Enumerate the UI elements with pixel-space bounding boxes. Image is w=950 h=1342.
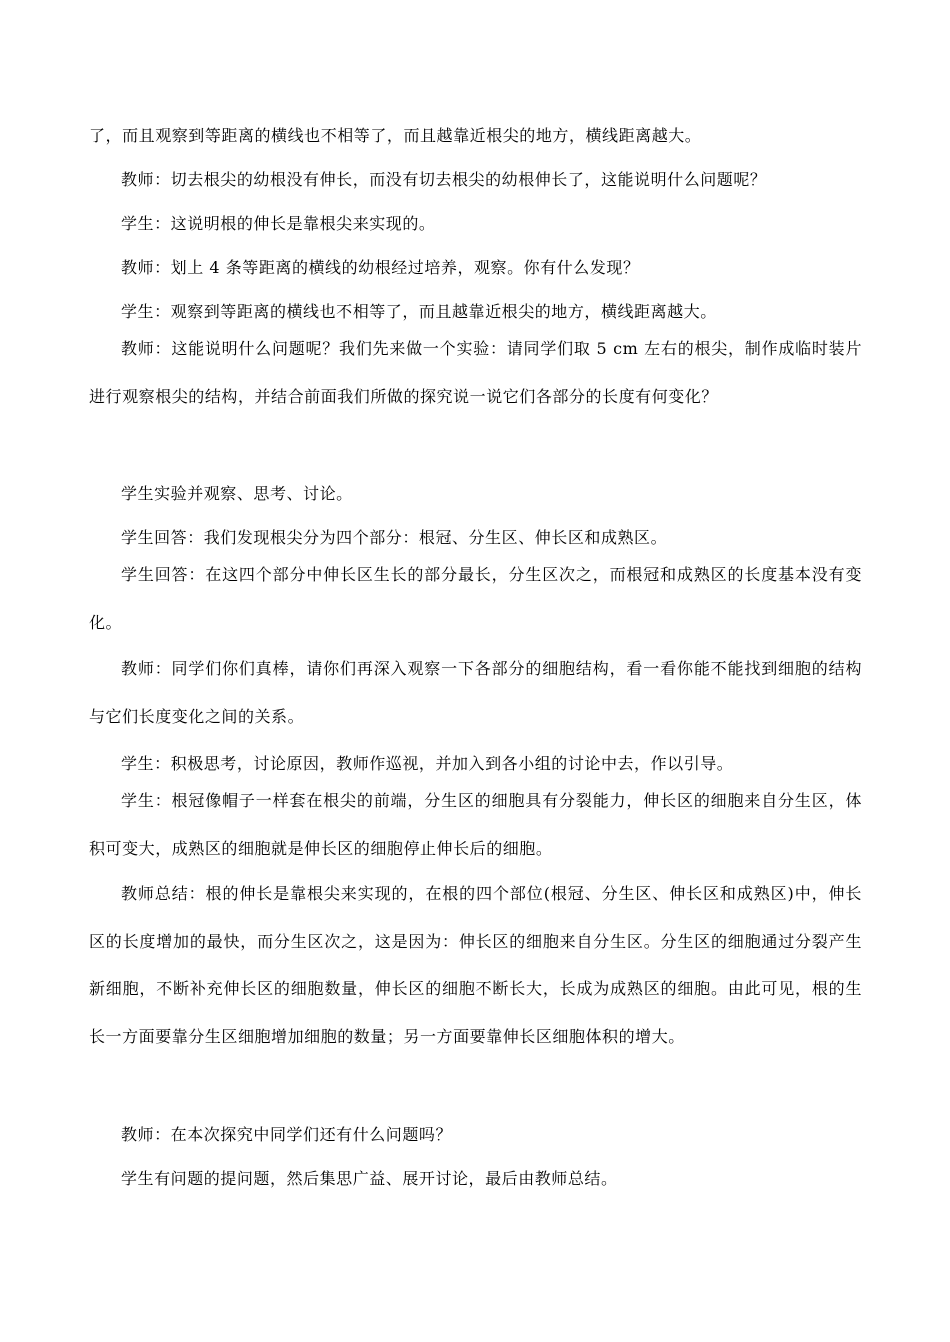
paragraph-student-answer: 学生：这说明根的伸长是靠根尖来实现的。 [121,214,436,233]
paragraph-student-answer: 学生回答：在这四个部分中伸长区生长的部分最长，分生区次之，而根冠和成熟区的长度基本没有变化。 [89,565,862,632]
paragraph-teacher-experiment: 教师：这能说明什么问题呢？我们先来做一个实验：请同学们取 5 cm 左右的根尖，制作成临时装片进行观察根尖的结构，并结合前面我们所做的探究说一说它们各部分的长度有何变化？ [89,339,862,406]
paragraph-student-answer: 学生：观察到等距离的横线也不相等了，而且越靠近根尖的地方，横线距离越大。 [121,302,717,321]
paragraph-closing: 学生有问题的提问题，然后集思广益、展开讨论，最后由教师总结。 [121,1169,618,1188]
paragraph-teacher-question: 教师：在本次探究中同学们还有什么问题吗？ [121,1125,453,1144]
paragraph-teacher-prompt: 教师：同学们你们真棒，请你们再深入观察一下各部分的细胞结构，看一看你能不能找到细胞的结构与它们长度变化之间的关系。 [89,659,862,726]
paragraph-teacher-summary: 教师总结：根的伸长是靠根尖来实现的，在根的四个部位(根冠、分生区、伸长区和成熟区)中，伸长区的长度增加的最快，而分生区次之，这是因为：伸长区的细胞来自分生区。分生区的细胞通过分裂产生新细胞，不断补充伸长区的细胞数量，伸长区的细胞不断长大，长成为成熟区的细胞。由此可见，根的生长一方面要靠分生区细胞增加细胞的数量；另一方面要靠伸长区细胞体积的增大。 [89,884,862,1046]
paragraph-teacher-question: 教师：划上 4 条等距离的横线的幼根经过培养，观察。你有什么发现？ [121,258,640,277]
paragraph-student-discussion: 学生：积极思考，讨论原因，教师作巡视，并加入到各小组的讨论中去，作以引导。 [121,754,734,773]
paragraph-student-activity: 学生实验并观察、思考、讨论。 [121,484,353,503]
paragraph-student-explanation: 学生：根冠像帽子一样套在根尖的前端，分生区的细胞具有分裂能力，伸长区的细胞来自分生区，体积可变大，成熟区的细胞就是伸长区的细胞停止伸长后的细胞。 [89,791,862,858]
paragraph-teacher-question: 教师：切去根尖的幼根没有伸长，而没有切去根尖的幼根伸长了，这能说明什么问题呢？ [121,170,767,189]
paragraph-student-answer: 学生回答：我们发现根尖分为四个部分：根冠、分生区、伸长区和成熟区。 [121,528,668,547]
paragraph-continuation: 了，而且观察到等距离的横线也不相等了，而且越靠近根尖的地方，横线距离越大。 [89,126,702,145]
